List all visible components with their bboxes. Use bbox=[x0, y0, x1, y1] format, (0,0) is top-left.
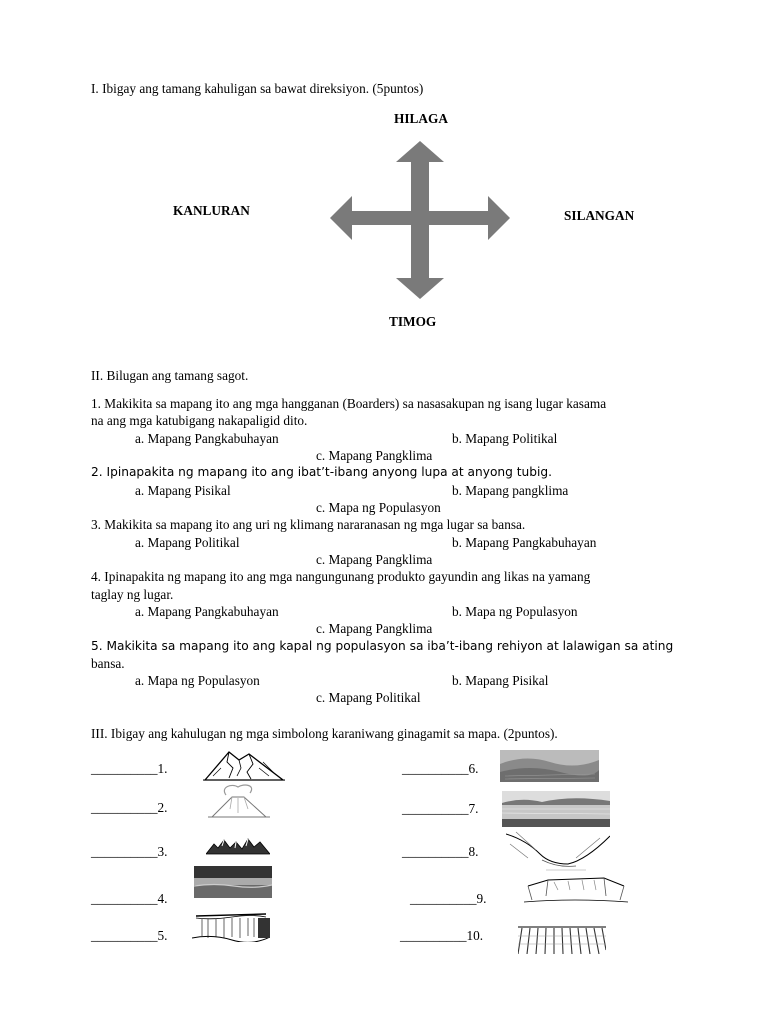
answer-blank-4[interactable]: __________4. bbox=[91, 891, 168, 906]
answer-blank-9[interactable]: __________9. bbox=[410, 891, 487, 906]
question-5-choice-c[interactable]: c. Mapang Politikal bbox=[316, 690, 421, 705]
question-1-choice-c[interactable]: c. Mapang Pangklima bbox=[316, 448, 433, 463]
question-3-choice-b[interactable]: b. Mapang Pangkabuhayan bbox=[452, 535, 597, 550]
mountain-icon bbox=[203, 748, 285, 782]
hills-icon bbox=[500, 750, 599, 782]
volcano-icon bbox=[208, 783, 270, 819]
question-1-text: 1. Makikita sa mapang ito ang mga hangganan (Boarders) sa nasasakupan ng isang lugar kasama bbox=[91, 396, 607, 411]
answer-blank-2[interactable]: __________2. bbox=[91, 800, 168, 815]
answer-blank-7[interactable]: __________7. bbox=[402, 801, 479, 816]
direction-west: KANLURAN bbox=[173, 203, 250, 218]
plateau-icon bbox=[524, 872, 628, 906]
answer-blank-3[interactable]: __________3. bbox=[91, 844, 168, 859]
direction-east: SILANGAN bbox=[564, 208, 635, 223]
waterfall-icon bbox=[192, 910, 270, 942]
question-3-text: 3. Makikita sa mapang ito ang uri ng klimang nararanasan ng mga lugar sa bansa. bbox=[91, 517, 526, 532]
question-2-choice-c[interactable]: c. Mapa ng Populasyon bbox=[316, 500, 441, 515]
question-3-choice-c[interactable]: c. Mapang Pangklima bbox=[316, 552, 433, 567]
direction-north: HILAGA bbox=[394, 111, 448, 126]
section-3-heading: III. Ibigay ang kahulugan ng mga simbolong karaniwang ginagamit sa mapa. (2puntos). bbox=[91, 726, 558, 741]
question-2-choice-b[interactable]: b. Mapang pangklima bbox=[452, 483, 569, 498]
question-2-text: 2. Ipinapakita ng mapang ito ang ibat’t-ibang anyong lupa at anyong tubig. bbox=[91, 465, 552, 479]
section-1-heading: I. Ibigay ang tamang kahuligan sa bawat direksiyon. (5puntos) bbox=[91, 81, 424, 96]
answer-blank-8[interactable]: __________8. bbox=[402, 844, 479, 859]
valley-icon bbox=[506, 830, 610, 872]
direction-south: TIMOG bbox=[389, 314, 437, 329]
lake-icon bbox=[502, 791, 610, 827]
question-2-choice-a[interactable]: a. Mapang Pisikal bbox=[135, 483, 231, 498]
compass-cross-arrow-icon bbox=[328, 140, 512, 300]
question-5-choice-a[interactable]: a. Mapa ng Populasyon bbox=[135, 673, 260, 688]
answer-blank-5[interactable]: __________5. bbox=[91, 928, 168, 943]
question-1-choice-a[interactable]: a. Mapang Pangkabuhayan bbox=[135, 431, 279, 446]
question-4-choice-c[interactable]: c. Mapang Pangklima bbox=[316, 621, 433, 636]
answer-blank-10[interactable]: __________10. bbox=[400, 928, 484, 943]
mountain-range-icon bbox=[206, 836, 270, 856]
question-4-choice-a[interactable]: a. Mapang Pangkabuhayan bbox=[135, 604, 279, 619]
field-icon bbox=[518, 924, 606, 954]
section-2-heading: II. Bilugan ang tamang sagot. bbox=[91, 368, 249, 383]
answer-blank-6[interactable]: __________6. bbox=[402, 761, 479, 776]
question-4-text: 4. Ipinapakita ng mapang ito ang mga nangungunang produkto gayundin ang likas na yamang bbox=[91, 569, 591, 584]
question-5-text-cont: bansa. bbox=[91, 656, 125, 671]
question-1-text-cont: na ang mga katubigang nakapaligid dito. bbox=[91, 413, 308, 428]
question-3-choice-a[interactable]: a. Mapang Politikal bbox=[135, 535, 240, 550]
question-5-text: 5. Makikita sa mapang ito ang kapal ng populasyon sa iba’t-ibang rehiyon at lalawigan sa ating bbox=[91, 639, 674, 653]
question-1-choice-b[interactable]: b. Mapang Politikal bbox=[452, 431, 558, 446]
question-5-choice-b[interactable]: b. Mapang Pisikal bbox=[452, 673, 549, 688]
question-4-choice-b[interactable]: b. Mapa ng Populasyon bbox=[452, 604, 578, 619]
answer-blank-1[interactable]: __________1. bbox=[91, 761, 168, 776]
question-4-text-cont: taglay ng lugar. bbox=[91, 587, 174, 602]
beach-icon bbox=[194, 866, 272, 898]
